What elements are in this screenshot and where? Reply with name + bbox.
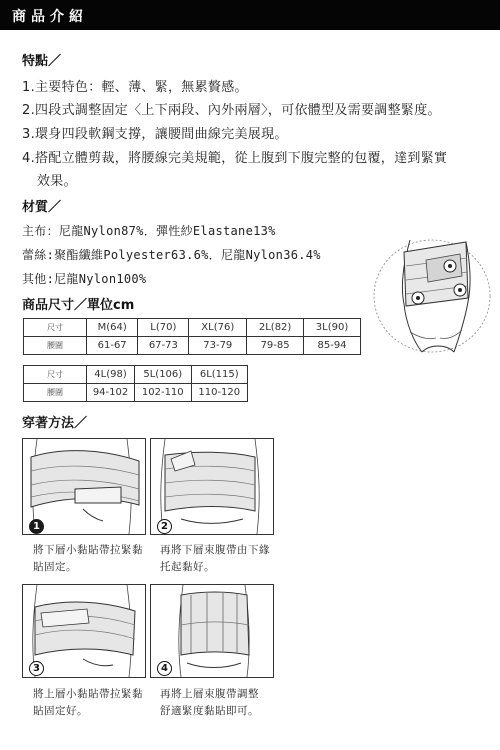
row-label-size: 尺寸 (24, 366, 87, 384)
waist-cell: 110-120 (191, 384, 247, 402)
features-heading: 特點／ (22, 54, 62, 69)
step-4-caption-line1: 再將上層束腹帶調整 (160, 688, 259, 700)
wearing-heading: 穿著方法／ (22, 416, 88, 431)
step-4-badge: 4 (157, 661, 172, 676)
table-row (24, 384, 248, 402)
feature-item-4-cont: 效果。 (37, 174, 77, 189)
waist-cell: 61-67 (87, 337, 138, 355)
feature-item-3: 3.環身四段軟鋼支撐，讓腰間曲線完美展現。 (22, 127, 288, 142)
size-table-1 (23, 318, 361, 355)
step-4-caption-line2: 舒適緊度黏貼即可。 (160, 705, 259, 717)
step-3-badge: 3 (29, 661, 44, 676)
material-lace: 蕾絲:聚酯纖維Polyester63.6%．尼龍Nylon36.4% (22, 248, 321, 262)
waist-cell: 73-79 (189, 337, 247, 355)
step-1-caption-line2: 貼固定。 (33, 561, 77, 573)
size-cell: 2L(82) (247, 319, 304, 337)
step-3-caption-line1: 將上層小黏貼帶拉緊黏 (33, 688, 143, 700)
table-row (24, 337, 361, 355)
size-cell: XL(76) (189, 319, 247, 337)
size-cell: 6L(115) (191, 366, 247, 384)
step-4-panel (150, 584, 274, 678)
row-label-size: 尺寸 (24, 319, 87, 337)
step-2-caption-line1: 再將下層束腹帶由下緣 (160, 544, 270, 556)
size-cell: L(70) (138, 319, 189, 337)
step-1-badge: 1 (29, 519, 44, 534)
feature-item-2: 2.四段式調整固定〈上下兩段、內外兩層〉，可依體型及需要調整緊度。 (22, 103, 441, 118)
material-main: 主布：尼龍Nylon87%．彈性紗Elastane13% (22, 224, 276, 238)
step-4-caption (160, 686, 259, 720)
size-cell: M(64) (87, 319, 138, 337)
step-2-panel (150, 438, 274, 535)
step-1-panel (22, 438, 146, 535)
step-1-caption-line1: 將下層小黏貼帶拉緊黏 (33, 544, 143, 556)
step-1-caption (33, 542, 143, 576)
material-other: 其他:尼龍Nylon100% (22, 272, 147, 286)
table-row (24, 366, 248, 384)
size-cell: 3L(90) (304, 319, 361, 337)
step-3-panel (22, 584, 146, 678)
waist-cell: 85-94 (304, 337, 361, 355)
feature-item-4: 4.搭配立體剪裁，將腰線完美規範，從上腹到下腹完整的包覆，達到緊實 (22, 151, 448, 166)
row-label-waist: 腰圍 (24, 384, 87, 402)
girdle-body-illustration (370, 232, 498, 354)
table-row (24, 319, 361, 337)
waist-cell: 94-102 (87, 384, 135, 402)
row-label-waist: 腰圍 (24, 337, 87, 355)
page-title: 商品介紹 (12, 9, 88, 25)
size-cell: 4L(98) (87, 366, 135, 384)
step-2-caption-line2: 托起黏好。 (160, 561, 215, 573)
size-table-2 (23, 365, 248, 402)
material-heading: 材質／ (22, 200, 62, 215)
step-3-caption-line2: 貼固定好。 (33, 705, 88, 717)
step-2-badge: 2 (157, 519, 172, 534)
step-2-caption (160, 542, 270, 576)
step-3-caption (33, 686, 143, 720)
feature-item-1: 1.主要特色：輕、薄、緊，無累贅感。 (22, 80, 248, 95)
size-cell: 5L(106) (135, 366, 191, 384)
size-heading: 商品尺寸／單位cm (22, 298, 135, 313)
waist-cell: 67-73 (138, 337, 189, 355)
waist-cell: 79-85 (247, 337, 304, 355)
waist-cell: 102-110 (135, 384, 191, 402)
